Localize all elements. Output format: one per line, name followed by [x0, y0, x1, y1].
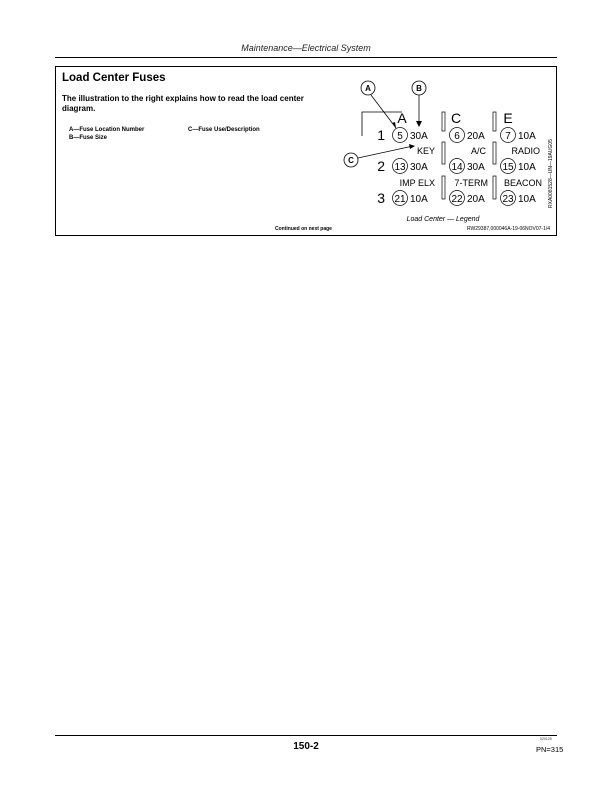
load-center-diagram	[330, 76, 555, 226]
callout-b	[412, 81, 426, 127]
column-header-c: C	[450, 110, 462, 126]
svg-text:15: 15	[502, 162, 514, 173]
svg-text:22: 22	[451, 194, 463, 205]
image-code: RXA0081528—UN—19AUG05	[548, 139, 554, 208]
use-row-1	[417, 146, 540, 156]
fuse-row-1	[377, 127, 536, 143]
reference-code: RW29387,000046A-19-06NOV07-1/4	[467, 226, 551, 232]
fuse-row-2	[377, 158, 536, 174]
svg-text:10A: 10A	[518, 194, 536, 205]
header-rule	[55, 57, 557, 58]
svg-text:30A: 30A	[467, 162, 485, 173]
intro-text: The illustration to the right explains how to read the load center diagram.	[62, 94, 304, 113]
svg-text:20A: 20A	[467, 131, 485, 142]
svg-text:10A: 10A	[410, 194, 428, 205]
svg-text:10A: 10A	[518, 131, 536, 142]
svg-text:14: 14	[451, 162, 463, 173]
footer-rule	[55, 735, 557, 736]
svg-text:7: 7	[505, 131, 511, 142]
svg-text:23: 23	[502, 194, 514, 205]
page-header-title: Maintenance—Electrical System	[241, 43, 371, 53]
svg-text:20A: 20A	[467, 194, 485, 205]
svg-text:10A: 10A	[518, 162, 536, 173]
fuse-row-3	[377, 190, 536, 206]
use-row-2	[400, 178, 542, 188]
svg-text:13: 13	[394, 162, 406, 173]
column-header-e: E	[503, 110, 513, 126]
svg-text:5: 5	[397, 131, 403, 142]
callout-a	[361, 81, 396, 128]
svg-text:A: A	[365, 84, 371, 93]
legend-item-a: A—Fuse Location Number	[69, 127, 145, 133]
svg-text:B: B	[416, 84, 422, 93]
svg-text:6: 6	[454, 131, 460, 142]
svg-text:C: C	[348, 156, 354, 165]
legend-item-b: B—Fuse Size	[69, 135, 108, 141]
svg-text:30A: 30A	[410, 162, 428, 173]
svg-text:2: 2	[377, 158, 385, 174]
continued-note: Continued on next page	[275, 226, 332, 232]
svg-text:21: 21	[394, 194, 406, 205]
svg-text:1: 1	[377, 127, 385, 143]
svg-text:BEACON: BEACON	[503, 178, 542, 188]
footer-date-code: 020125	[540, 737, 552, 741]
svg-text:7-TERM: 7-TERM	[454, 178, 488, 188]
footer-pn: PN=315	[536, 745, 564, 754]
svg-text:30A: 30A	[410, 131, 428, 142]
svg-text:RADIO: RADIO	[511, 146, 540, 156]
column-header-a: A	[397, 110, 407, 126]
svg-text:KEY: KEY	[416, 146, 435, 156]
diagram-caption: Load Center — Legend	[406, 216, 480, 223]
section-title: Load Center Fuses	[62, 72, 166, 84]
page-number: 150-2	[293, 741, 319, 752]
svg-text:IMP ELX: IMP ELX	[399, 178, 435, 188]
svg-text:A/C: A/C	[470, 146, 486, 156]
svg-text:3: 3	[377, 190, 385, 206]
legend-item-c: C—Fuse Use/Description	[188, 127, 260, 133]
